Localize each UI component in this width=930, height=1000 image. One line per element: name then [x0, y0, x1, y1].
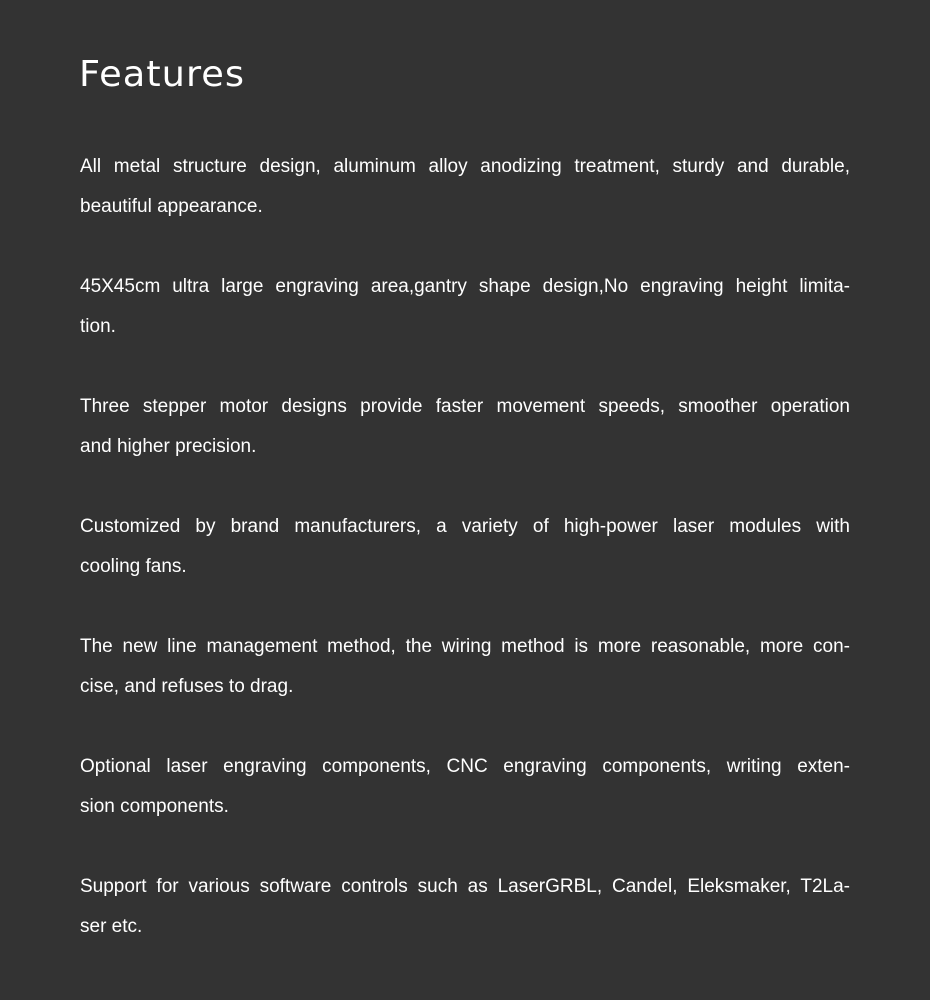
feature-line: 45X45cm ultra large engraving area,gantry shape design,No engraving height limita- [80, 276, 850, 297]
feature-line: cise, and refuses to drag. [80, 676, 294, 697]
feature-line: Customized by brand manufacturers, a variety of high-power laser modules with [80, 516, 850, 537]
feature-line: and higher precision. [80, 436, 257, 457]
feature-line: tion. [80, 316, 116, 337]
feature-item-laser-modules [80, 507, 850, 587]
feature-line: beautiful appearance. [80, 196, 263, 217]
feature-line: cooling fans. [80, 556, 187, 577]
feature-line: sion components. [80, 796, 229, 817]
feature-line: The new line management method, the wiring method is more reasonable, more con- [80, 636, 850, 657]
feature-line: Support for various software controls such as LaserGRBL, Candel, Eleksmaker, T2La- [80, 876, 850, 897]
feature-line: ser etc. [80, 916, 143, 937]
feature-item-engraving-area [80, 267, 850, 347]
feature-line: Optional laser engraving components, CNC engraving components, writing exten- [80, 756, 850, 777]
feature-list [80, 147, 850, 987]
feature-line: All metal structure design, aluminum alloy anodizing treatment, sturdy and durable, [80, 156, 850, 177]
feature-item-optional-components [80, 747, 850, 827]
feature-item-software-support [80, 867, 850, 947]
feature-item-metal-structure [80, 147, 850, 227]
feature-item-line-management [80, 627, 850, 707]
feature-line: Three stepper motor designs provide faster movement speeds, smoother operation [80, 396, 850, 417]
page-title: Features [79, 54, 246, 95]
feature-item-stepper-motors [80, 387, 850, 467]
